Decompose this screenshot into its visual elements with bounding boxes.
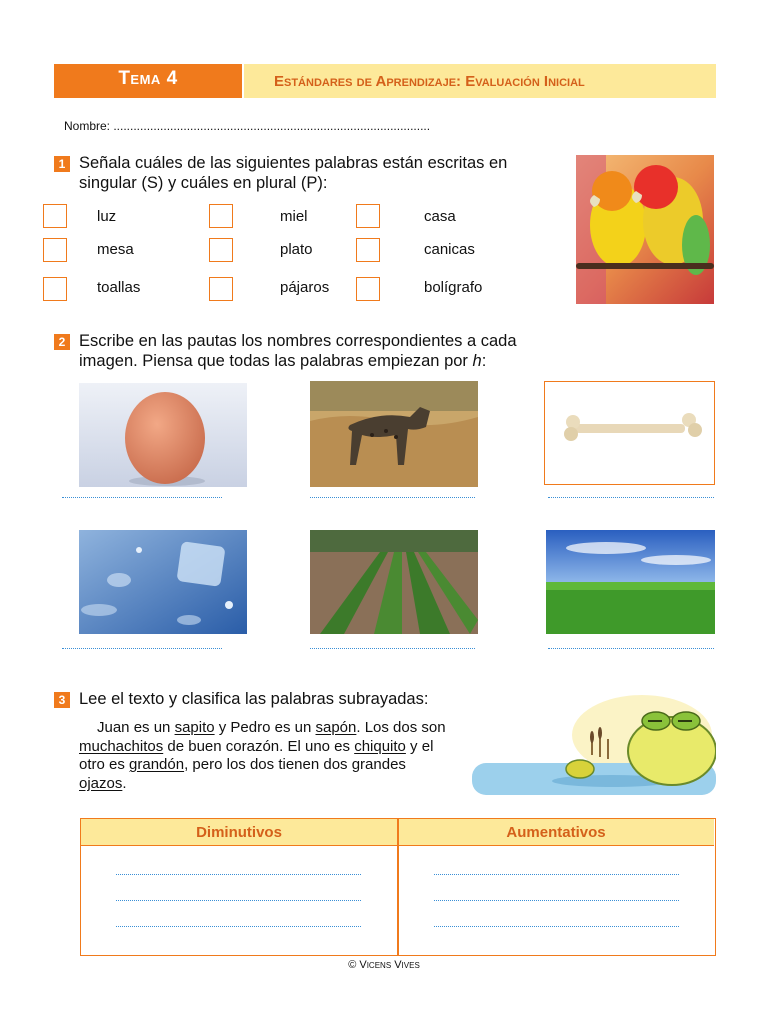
- egg-image: [79, 383, 247, 487]
- question-2-number: 2: [54, 334, 70, 350]
- word-plato: plato: [280, 241, 313, 258]
- underlined-word: sapón: [315, 719, 357, 736]
- bone-image: [544, 381, 715, 485]
- checkbox-plato[interactable]: [209, 238, 233, 262]
- question-1-number: 1: [54, 156, 70, 172]
- name-field[interactable]: Nombre: ...............................................................................................: [64, 119, 431, 133]
- underlined-word: grandón: [129, 756, 185, 773]
- question-1-text: Señala cuáles de las siguientes palabras están escritas en singular (S) y cuáles en plural (P):: [79, 154, 508, 192]
- answer-line-diminutivo-2[interactable]: [116, 900, 361, 901]
- word-boligrafo: bolígrafo: [424, 279, 483, 296]
- word-toallas: toallas: [97, 279, 141, 296]
- question-3-text: Lee el texto y clasifica las palabras subrayadas:: [79, 690, 429, 708]
- answer-line-hyena[interactable]: [310, 497, 475, 498]
- answer-line-field[interactable]: [548, 648, 714, 649]
- answer-line-bone[interactable]: [548, 497, 714, 498]
- word-canicas: canicas: [424, 241, 475, 258]
- checkbox-miel[interactable]: [209, 204, 233, 228]
- passage-text: de buen corazón. El uno es: [163, 737, 355, 755]
- passage-text: .: [122, 774, 127, 792]
- page-title: Estándares de Aprendizaje: Evaluación Inicial: [244, 64, 716, 98]
- passage-text: y el otro es: [79, 737, 434, 773]
- passage-text: , pero los dos tienen dos grandes: [184, 756, 406, 773]
- tema-badge: Tema 4: [54, 64, 242, 98]
- checkbox-toallas[interactable]: [43, 277, 67, 301]
- underlined-word: ojazos: [79, 774, 123, 792]
- checkbox-pajaros[interactable]: [209, 277, 233, 301]
- answer-line-egg[interactable]: [62, 497, 222, 498]
- word-pajaros: pájaros: [280, 279, 330, 296]
- answer-line-aumentativo-3[interactable]: [434, 926, 679, 927]
- word-miel: miel: [280, 208, 308, 225]
- checkbox-canicas[interactable]: [356, 238, 380, 262]
- word-casa: casa: [424, 208, 456, 225]
- reading-passage: [79, 719, 451, 793]
- answer-line-diminutivo-3[interactable]: [116, 926, 361, 927]
- passage-text: y Pedro es un: [214, 719, 316, 736]
- passage-text: Juan es un: [97, 719, 175, 736]
- answer-line-aumentativo-1[interactable]: [434, 874, 679, 875]
- frogs-illustration: [472, 695, 716, 799]
- column-header-diminutivos: Diminutivos: [81, 819, 397, 846]
- checkbox-luz[interactable]: [43, 204, 67, 228]
- checkbox-boligrafo[interactable]: [356, 277, 380, 301]
- underlined-word: chiquito: [354, 737, 406, 755]
- parrots-image: [576, 155, 714, 304]
- underlined-word: muchachitos: [79, 737, 164, 755]
- word-mesa: mesa: [97, 241, 134, 258]
- garden-image: [310, 530, 478, 634]
- answer-line-ice[interactable]: [62, 648, 222, 649]
- hyena-image: [310, 381, 478, 487]
- word-luz: luz: [97, 208, 117, 225]
- copyright-footer: © Vicens Vives: [348, 959, 420, 971]
- ice-image: [79, 530, 247, 634]
- question-2-colon: :: [481, 352, 487, 370]
- checkbox-mesa[interactable]: [43, 238, 67, 262]
- field-image: [546, 530, 715, 634]
- question-3-number: 3: [54, 692, 70, 708]
- table-divider: [397, 819, 399, 955]
- answer-line-aumentativo-2[interactable]: [434, 900, 679, 901]
- answer-line-garden[interactable]: [310, 648, 475, 649]
- classification-table: [80, 818, 716, 956]
- column-header-aumentativos: Aumentativos: [398, 819, 714, 846]
- question-2-text-main: Escribe en las pautas los nombres correspondientes a cada imagen. Piensa que todas las palabras empiezan por: [79, 332, 517, 370]
- answer-line-diminutivo-1[interactable]: [116, 874, 361, 875]
- question-2-text: [79, 331, 569, 371]
- checkbox-casa[interactable]: [356, 204, 380, 228]
- underlined-word: sapito: [174, 719, 215, 736]
- passage-text: . Los dos son: [356, 719, 446, 736]
- question-2-letter: h: [472, 352, 482, 370]
